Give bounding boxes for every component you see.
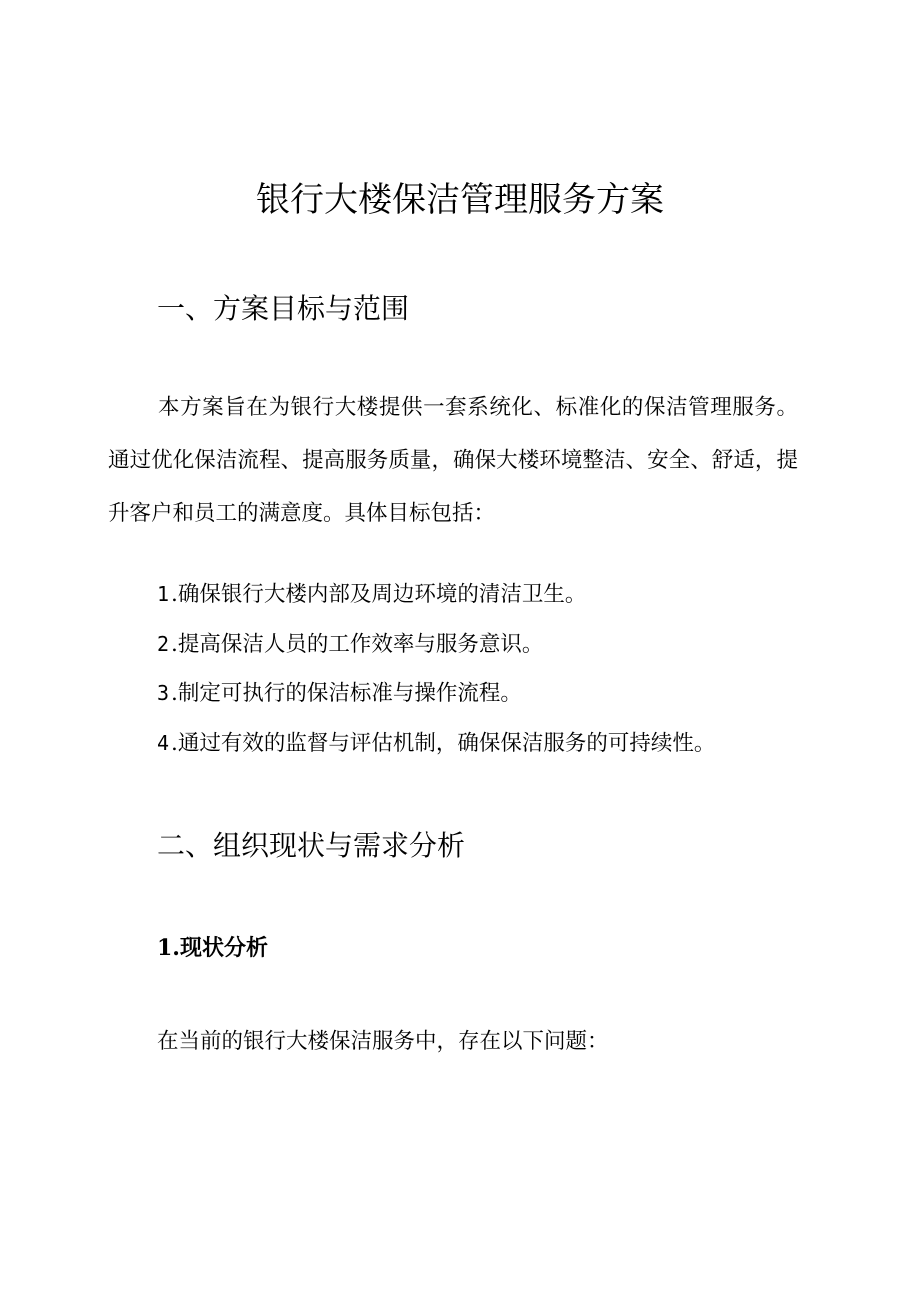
subheading-current-status: 1.现状分析 [157,935,268,961]
list-item [157,620,857,670]
list-item-text: .提高保洁人员的工作效率与服务意识。 [171,631,544,657]
intro-paragraph: 本方案旨在为银行大楼提供一套系统化、标准化的保洁管理服务。通过优化保洁流程、提高服务质量，确保大楼环境整洁、安全、舒适，提升客户和员工的满意度。具体目标包括： [108,395,798,526]
list-item-number: 1 [157,582,170,606]
goals-list [157,570,857,768]
section-heading-analysis: 二、组织现状与需求分析 [157,829,466,862]
document-title: 银行大楼保洁管理服务方案 [256,180,664,220]
list-item-text: .通过有效的监督与评估机制，确保保洁服务的可持续性。 [171,730,716,756]
list-item-text: .确保银行大楼内部及周边环境的清洁卫生。 [171,582,587,607]
analysis-paragraph: 在当前的银行大楼保洁服务中，存在以下问题： [157,1029,609,1054]
list-item [157,719,857,769]
list-item [157,570,857,620]
list-item [157,669,857,719]
section-heading-objectives: 一、方案目标与范围 [157,292,410,325]
list-item-number: 3 [157,681,170,705]
list-item-number: 2 [157,631,170,656]
list-item-number: 4 [157,730,170,755]
list-item-text: .制定可执行的保洁标准与操作流程。 [171,681,522,706]
